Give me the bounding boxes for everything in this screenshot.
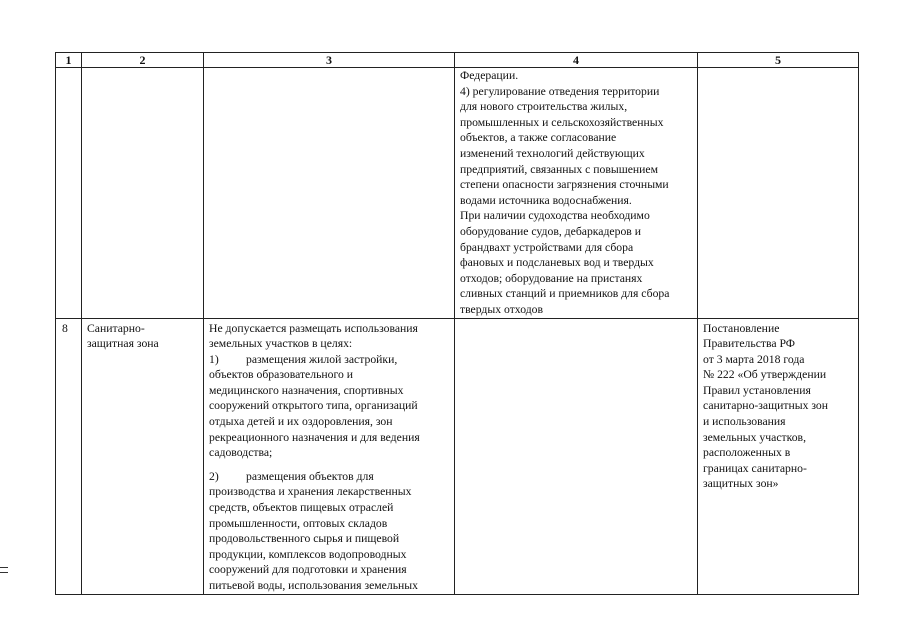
text-line: сооружений открытого типа, организаций bbox=[209, 399, 418, 413]
text-line: отдыха детей и их оздоровления, зон bbox=[209, 415, 393, 429]
header-col-4: 4 bbox=[455, 53, 698, 68]
header-col-3: 3 bbox=[204, 53, 455, 68]
text-line: от 3 марта 2018 года bbox=[703, 352, 805, 366]
item-text: размещения жилой застройки, bbox=[246, 352, 398, 366]
row-8-col-4-cell bbox=[455, 318, 698, 594]
row-8-name-cell bbox=[82, 318, 204, 594]
text-line: Федерации. bbox=[460, 69, 519, 82]
text-line: продукции, комплексов водопроводных bbox=[209, 547, 407, 561]
cont-col-4 bbox=[455, 68, 698, 319]
zone-name-line: защитная зона bbox=[87, 337, 159, 351]
cont-col-1 bbox=[56, 68, 82, 319]
zone-name-line: Санитарно- bbox=[87, 321, 145, 335]
text-line: оборудование судов, дебаркадеров и bbox=[460, 224, 641, 238]
text-line: питьевой воды, использования земельных bbox=[209, 579, 418, 592]
text-line: санитарно-защитных зон bbox=[703, 399, 828, 413]
text-line: промышленных и сельскохозяйственных bbox=[460, 115, 664, 129]
text-line: № 222 «Об утверждении bbox=[703, 368, 827, 382]
text-line: земельных участков, bbox=[703, 430, 806, 444]
text-line: рекреационного назначения и для ведения bbox=[209, 430, 420, 444]
text-line: брандвахт устройствами для сбора bbox=[460, 240, 634, 254]
regulation-table bbox=[55, 52, 859, 595]
cont-col-2 bbox=[82, 68, 204, 319]
table-row-continuation bbox=[56, 68, 859, 319]
text-line: Правительства РФ bbox=[703, 337, 796, 351]
text-line: 4) регулирование отведения территории bbox=[460, 84, 660, 98]
row-8-legal-basis-cell bbox=[698, 318, 859, 594]
text-line: земельных участков в целях: bbox=[209, 337, 353, 351]
text-line: Правил установления bbox=[703, 383, 811, 397]
cont-col-5 bbox=[698, 68, 859, 319]
text-line: продовольственного сырья и пищевой bbox=[209, 532, 400, 546]
text-line: расположенных в bbox=[703, 446, 791, 460]
list-item-2-first-line bbox=[209, 469, 450, 485]
row-8-number-cell bbox=[56, 318, 82, 594]
header-col-1: 1 bbox=[56, 53, 82, 68]
item-number: 1) bbox=[209, 352, 219, 366]
row-number: 8 bbox=[62, 321, 68, 335]
text-line: Не допускается размещать использования bbox=[209, 321, 418, 335]
cont-col-3 bbox=[204, 68, 455, 319]
text-line: водами источника водоснабжения. bbox=[460, 193, 632, 207]
text-line: степени опасности загрязнения сточными bbox=[460, 178, 669, 192]
text-line: объектов, а также согласование bbox=[460, 131, 617, 145]
list-item-1-first-line bbox=[209, 352, 450, 368]
text-line: медицинского назначения, спортивных bbox=[209, 383, 404, 397]
text-line: защитных зон» bbox=[703, 477, 779, 491]
text-line: для нового строительства жилых, bbox=[460, 100, 628, 114]
text-line: и использования bbox=[703, 415, 786, 429]
text-line: отходов; оборудование на пристанях bbox=[460, 271, 643, 285]
row-8-restrictions-cell bbox=[204, 318, 455, 594]
text-line: изменений технологий действующих bbox=[460, 146, 645, 160]
text-line: При наличии судоходства необходимо bbox=[460, 209, 650, 223]
table-row-8 bbox=[56, 318, 859, 594]
text-line: предприятий, связанных с повышением bbox=[460, 162, 658, 176]
text-line: средств, объектов пищевых отраслей bbox=[209, 501, 394, 515]
scan-margin-mark bbox=[0, 567, 8, 573]
item-text: размещения объектов для bbox=[246, 469, 374, 483]
text-line: объектов образовательного и bbox=[209, 368, 354, 382]
text-line: сливных станций и приемников для сбора bbox=[460, 287, 670, 301]
item-number: 2) bbox=[209, 469, 219, 483]
header-col-5: 5 bbox=[698, 53, 859, 68]
text-line: промышленности, оптовых складов bbox=[209, 516, 388, 530]
text-line: Постановление bbox=[703, 321, 780, 335]
table-header-row bbox=[56, 53, 859, 68]
text-line: границах санитарно- bbox=[703, 461, 807, 475]
header-col-2: 2 bbox=[82, 53, 204, 68]
text-line: садоводства; bbox=[209, 446, 273, 460]
text-line: твердых отходов bbox=[460, 302, 544, 316]
text-line: производства и хранения лекарственных bbox=[209, 485, 412, 499]
text-line: сооружений для подготовки и хранения bbox=[209, 563, 407, 577]
text-line: фановых и подсланевых вод и твердых bbox=[460, 256, 654, 270]
